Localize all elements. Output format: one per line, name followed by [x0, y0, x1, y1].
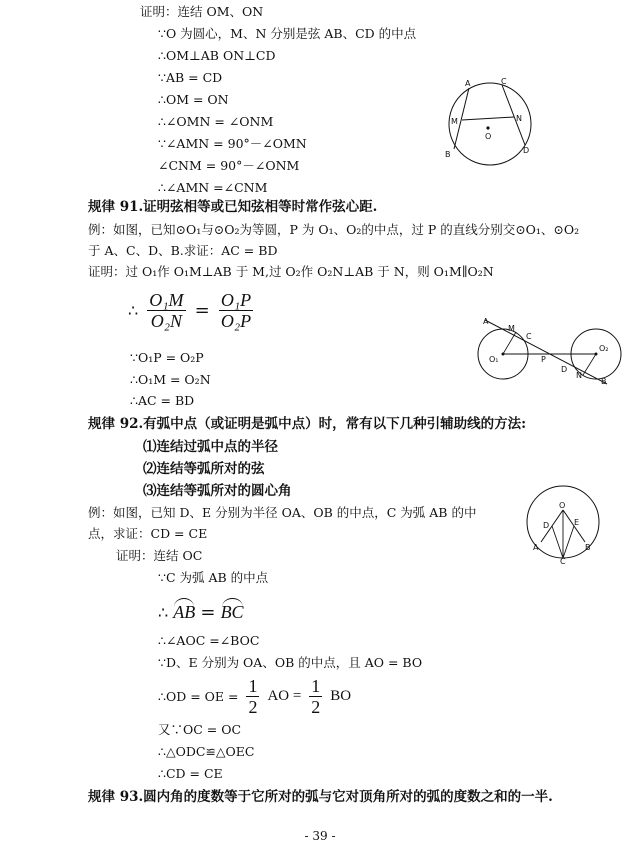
proof-line: ∵O 为圆心，M、N 分别是弦 AB、CD 的中点 — [158, 26, 417, 41]
half-equation — [158, 676, 351, 717]
label-d: D — [561, 365, 568, 374]
label-b: B — [445, 150, 451, 159]
label-o: O — [559, 501, 566, 510]
proof-line: 证明：连结 OM、ON — [140, 4, 264, 19]
label-c: C — [526, 332, 532, 341]
proof-line: ∴∠AOC =∠BOC — [158, 633, 260, 648]
proof-line: ∴OM⊥AB ON⊥CD — [158, 48, 276, 63]
example-line: 证明：过 O₁作 O₁M⊥AB 于 M,过 O₂作 O₂N⊥AB 于 N，则 O₁M∥O₂N — [88, 264, 494, 279]
fraction-denominator: O₂N — [150, 311, 183, 331]
rule-91-title: 规律 91.证明弦相等或已知弦相等时常作弦心距. — [88, 199, 378, 215]
example-line: 于 A、C、D、B.求证：AC = BD — [88, 243, 278, 258]
method-item: ⑵连结等弧所对的弦 — [143, 461, 265, 477]
label-m: M — [508, 324, 515, 333]
method-item: ⑴连结过弧中点的半径 — [143, 439, 278, 455]
label-c: C — [501, 77, 507, 86]
fraction-half — [309, 676, 322, 717]
fraction-numerator: 1 — [311, 676, 321, 696]
label-p: P — [541, 355, 546, 364]
proof-line: ∴O₁M = O₂N — [130, 372, 211, 387]
proof-line: 又∵OC = OC — [158, 722, 242, 737]
arc-equation — [158, 598, 244, 623]
equation-mid: AO = — [267, 688, 302, 704]
label-n: N — [576, 371, 582, 380]
label-n: N — [516, 114, 522, 123]
fraction-numerator: O₁M — [149, 290, 184, 310]
proof-line: ∵D、E 分别为 OA、OB 的中点，且 AO = BO — [158, 655, 423, 670]
proof-line: ∵AB = CD — [158, 70, 223, 85]
fraction-left — [147, 290, 185, 331]
label-a: A — [483, 317, 489, 326]
page-number: - 39 - — [304, 829, 336, 843]
proof-line: ∵C 为弧 AB 的中点 — [158, 570, 269, 585]
proof-line: ∴∠AMN =∠CNM — [158, 180, 268, 195]
fraction-half — [246, 676, 259, 717]
proof-line: ∴AC = BD — [130, 393, 195, 408]
label-a: A — [465, 79, 471, 88]
equals-sign: = — [194, 300, 210, 321]
fraction-numerator: 1 — [248, 676, 258, 696]
figure-circle-chords — [435, 75, 550, 170]
figure-arc-midpoint — [525, 484, 605, 564]
proof-line: ∴CD = CE — [158, 766, 223, 781]
therefore-symbol: ∴ — [128, 301, 139, 320]
equation-suffix: BO — [330, 688, 352, 704]
proof-line: 证明：连结 OC — [116, 548, 203, 563]
fraction-right — [219, 290, 253, 331]
equation-prefix: ∴OD = OE = — [158, 689, 239, 704]
label-o1: O₁ — [489, 355, 499, 364]
label-m: M — [451, 117, 458, 126]
label-b: B — [601, 377, 607, 386]
figure-equal-circles — [475, 312, 625, 388]
fraction-denominator: 2 — [248, 697, 258, 717]
fraction-denominator: O₂P — [220, 311, 252, 331]
fraction-numerator: O₁P — [220, 290, 252, 310]
proof-line: ∴△ODC≌△OEC — [158, 744, 255, 759]
example-line: 例：如图，已知⊙O₁与⊙O₂为等圆，P 为 O₁、O₂的中点，过 P 的直线分别交⊙O₁、⊙O₂ — [88, 222, 580, 237]
proof-line: ∠CNM = 90°－∠ONM — [158, 158, 300, 173]
arc-ab: AB — [173, 598, 195, 623]
rule-92-title: 规律 92.有弧中点（或证明是弧中点）时，常有以下几种引辅助线的方法: — [88, 416, 527, 432]
fraction-denominator: 2 — [311, 697, 321, 717]
label-o: O — [485, 132, 492, 141]
label-b: B — [585, 543, 591, 552]
example-line: 点，求证：CD = CE — [88, 526, 208, 541]
example-line: 例：如图，已知 D、E 分别为半径 OA、OB 的中点，C 为弧 AB 的中 — [88, 505, 477, 520]
ratio-equation — [128, 290, 257, 331]
equals-sign: = — [200, 602, 216, 623]
method-item: ⑶连结等弧所对的圆心角 — [143, 483, 292, 499]
label-o2: O₂ — [599, 344, 609, 353]
label-d: D — [543, 521, 550, 530]
rule-93-title: 规律 93.圆内角的度数等于它所对的弧与它对顶角所对的弧的度数之和的一半. — [88, 789, 553, 805]
label-c: C — [560, 557, 566, 564]
proof-line: ∵∠AMN = 90°－∠OMN — [158, 136, 307, 151]
proof-line: ∵O₁P = O₂P — [130, 350, 204, 365]
proof-line: ∴OM = ON — [158, 92, 229, 107]
label-d: D — [523, 146, 530, 155]
therefore-symbol: ∴ — [158, 603, 169, 622]
label-e: E — [574, 518, 580, 527]
proof-line: ∴∠OMN = ∠ONM — [158, 114, 274, 129]
label-a: A — [533, 543, 539, 552]
arc-bc: BC — [221, 598, 244, 623]
